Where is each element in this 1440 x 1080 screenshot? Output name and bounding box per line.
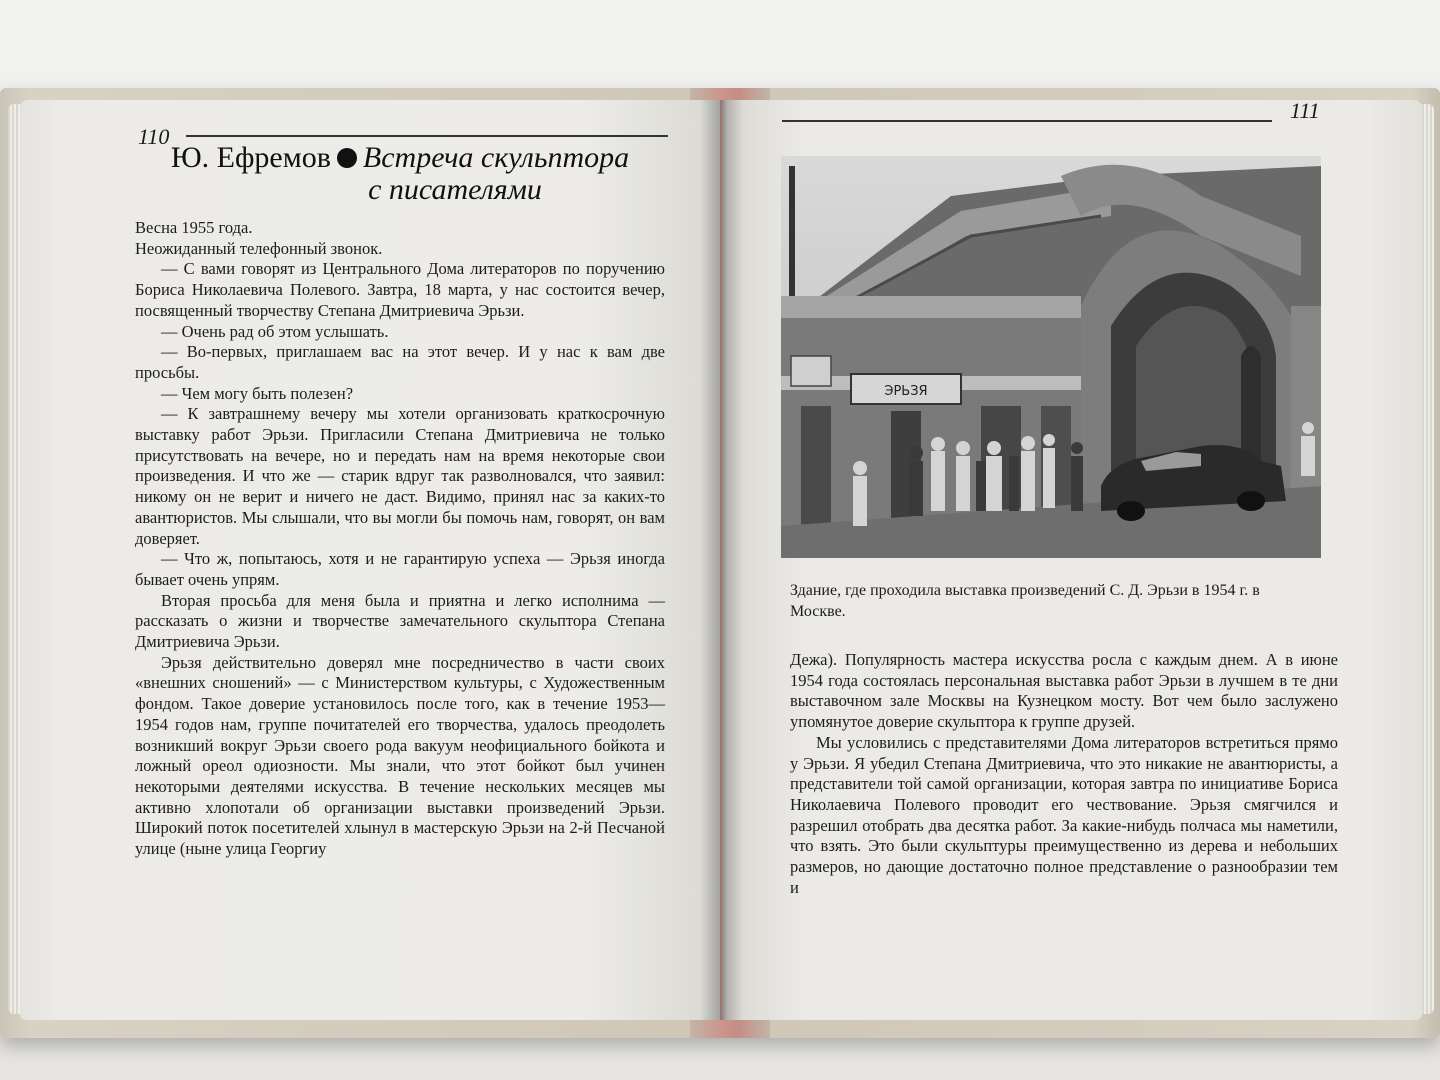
title-work-line2: с писателями: [368, 173, 542, 206]
paragraph: — Во-первых, приглашаем вас на этот вечер. И у нас к вам две просьбы.: [135, 342, 665, 382]
paragraph: Неожиданный телефонный звонок.: [135, 238, 383, 258]
bullet-icon: [337, 148, 357, 168]
photo-sign-text: ЭРЬЗЯ: [884, 384, 928, 399]
header-rule-left: [186, 135, 668, 137]
book-gutter: [700, 100, 744, 1020]
right-page-text: [790, 650, 1338, 898]
chapter-title: [120, 142, 680, 206]
photo-caption: Здание, где проходила выставка произведений С. Д. Эрьзи в 1954 г. в Москве.: [790, 582, 1260, 620]
page-number-left: 110: [138, 124, 170, 149]
page-number-right: 111: [1290, 98, 1320, 123]
paragraph: — Чем могу быть полезен?: [161, 383, 354, 403]
paragraph: Дежа). Популярность мастера искусства росла с каждым днем. А в июне 1954 года состоялась персональная выставка работ Эрьзи в лучшем в те дни выставочном зале Москвы на Кузнецком мосту. Вот чем было заслужено упомянутое доверие скульптора к группе друзей.: [790, 650, 1338, 732]
paragraph: — С вами говорят из Центрального Дома литераторов по поручению Бориса Николаевича Полевого. Завтра, 18 марта, у нас состоится вечер, посвященный творчеству Степана Дмитриевича Эрьзи.: [135, 259, 665, 320]
left-page-text: [135, 218, 665, 860]
building-photo: [781, 156, 1321, 558]
paragraph: — К завтрашнему вечеру мы хотели организовать краткосрочную выставку работ Эрьзи. Пригласили Степана Дмитриевича не только присутствовать на вечере, но и передать нам на время некоторые свои произведения. И что же — старик вдруг так разволновался, что заявил: никому он не верит и ничего не даст. Видимо, принял нас за каких-то авантюристов. Мы слышали, что вы могли бы помочь нам, говорят, он вам доверяет.: [135, 404, 665, 548]
title-line-1: [120, 142, 680, 174]
title-author: Ю. Ефремов: [170, 141, 331, 174]
paragraph: — Очень рад об этом услышать.: [161, 321, 389, 341]
title-work-line1: Встреча скульптора: [362, 141, 630, 174]
paragraph: — Что ж, попытаюсь, хотя и не гарантирую успеха — Эрьзя иногда бывает очень упрям.: [135, 549, 665, 589]
photo-drawing: [781, 156, 1321, 558]
paragraph: Эрьзя действительно доверял мне посредничество в части своих «внешних сношений» — с Министерством культуры, с Художественным фондом. Такое доверие установилось после того, как в течение 1953—1954 годов нам, группе почитателей его творчества, удалось преодолеть возникший вокруг Эрьзи своего рода вакуум неофициального бойкота и ложный ореол одиозности. Мы знали, что этот бойкот был учинен некоторыми деятелями искусства. В течение нескольких месяцев мы активно хлопотали об организации выставки произведений Эрьзи. Широкий поток посетителей хлынул в мастерскую Эрьзи на 2-й Песчаной улице (ныне улица Георгиу: [135, 652, 665, 859]
paragraph: Мы условились с представителями Дома литераторов встретиться прямо у Эрьзи. Я убедил Степана Дмитриевича, что это никакие не авантюристы, а представители той самой организации, которая завтра по инициативе Бориса Николаевича Полевого проводит его чествование. Эрьзя смягчился и разрешил отобрать два десятка работ. За какие-нибудь полчаса мы наметили, что взять. Это были скульптуры преимущественно из дерева и небольших размеров, но дающие достаточно полное представление о разнообразии тем и: [790, 732, 1338, 897]
paragraph: Вторая просьба для меня была и приятна и легко исполнима — рассказать о жизни и творчестве замечательного скульптора Степана Дмитриевича Эрьзи.: [135, 590, 665, 652]
header-rule-right: [782, 120, 1272, 122]
paragraph: Весна 1955 года.: [135, 218, 253, 237]
